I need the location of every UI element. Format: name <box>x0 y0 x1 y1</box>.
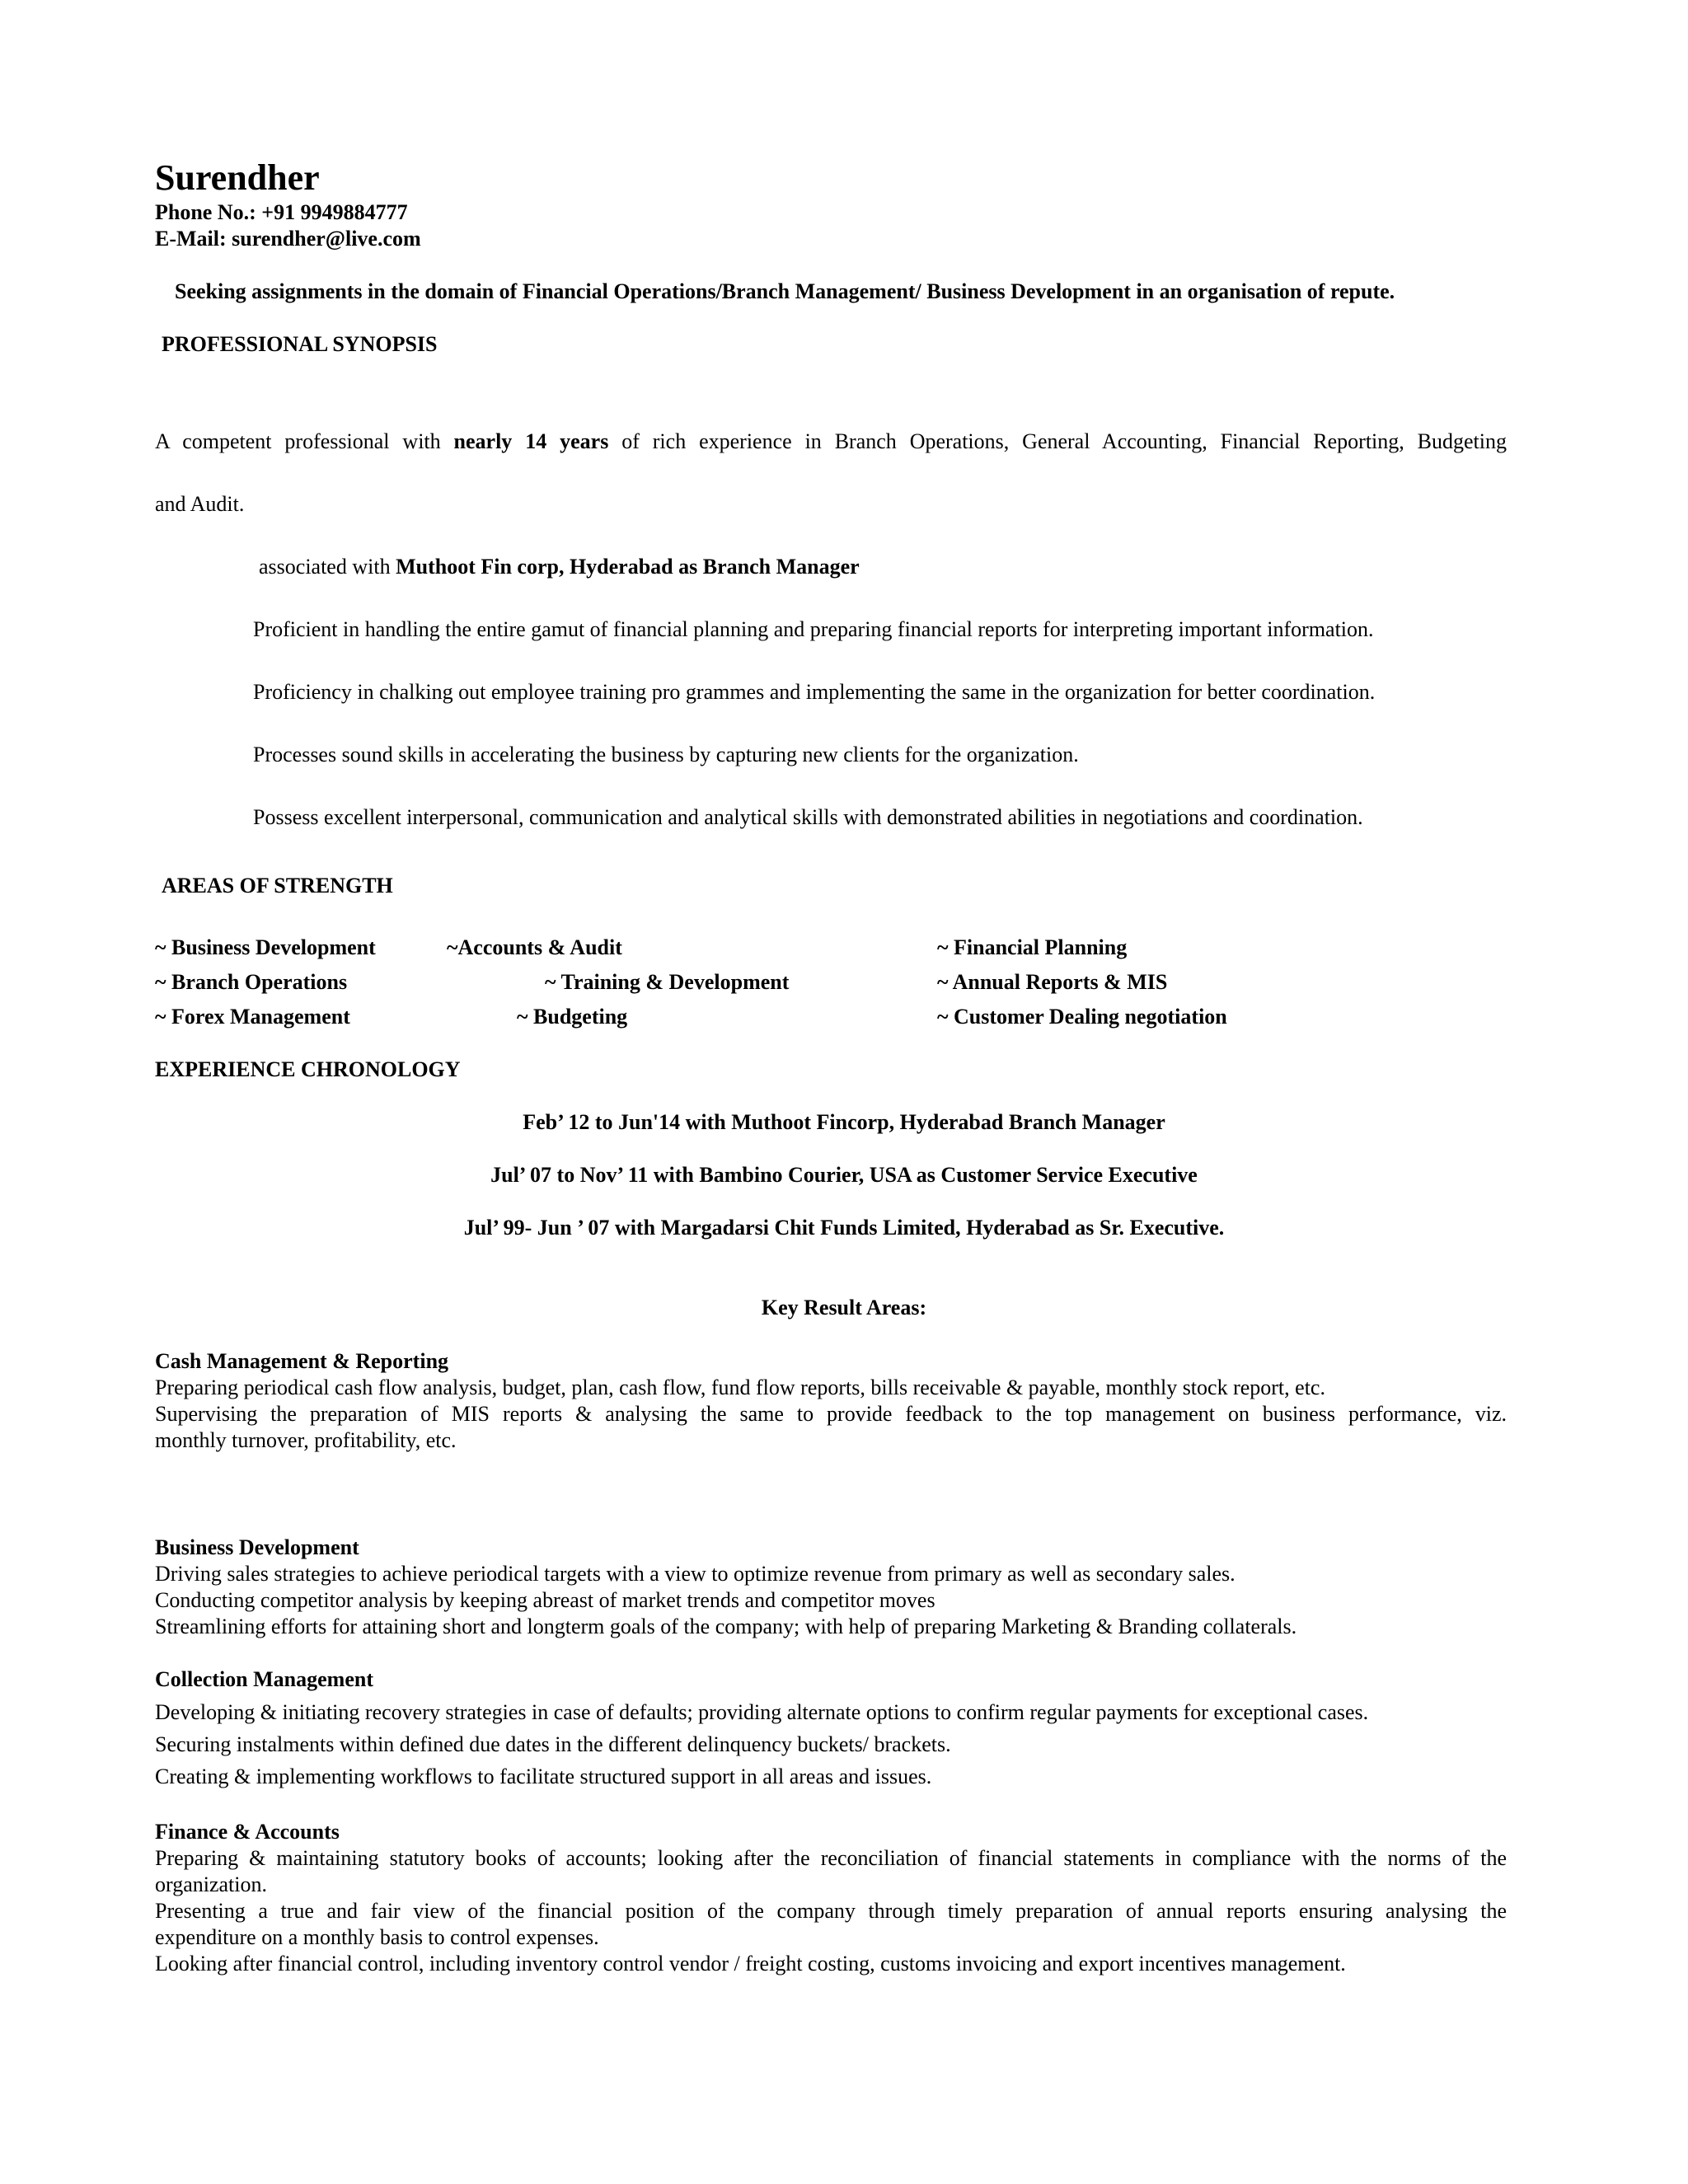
kra-collection-line: Creating & implementing workflows to facilitate structured support in all areas and issues. <box>155 1765 932 1788</box>
intro-text: A competent professional with <box>155 429 454 453</box>
synopsis-intro-line1 <box>155 429 1507 455</box>
objective-statement: Seeking assignments in the domain of Financial Operations/Branch Management/ Business Development in an organisation of repute. <box>175 279 1395 303</box>
kra-finance-line: expenditure on a monthly basis to control expenses. <box>155 1925 599 1949</box>
kra-finance-line: Looking after financial control, including inventory control vendor / freight costing, customs invoicing and export incentives management. <box>155 1952 1346 1975</box>
strength-item: ~ Branch Operations <box>155 970 348 994</box>
synopsis-heading: PROFESSIONAL SYNOPSIS <box>162 332 438 356</box>
kra-finance-line: organization. <box>155 1872 267 1896</box>
kra-heading: Key Result Areas: <box>761 1296 927 1319</box>
strength-item: ~ Annual Reports & MIS <box>937 970 1168 994</box>
candidate-name: Surendher <box>155 157 320 198</box>
kra-cash-line: Preparing periodical cash flow analysis, budget, plan, cash flow, fund flow reports, bills receivable & payable, monthly stock report, etc. <box>155 1376 1325 1399</box>
intro-text: of rich experience in Branch Operations, General Accounting, Financial Reporting, Budgeting <box>608 429 1507 453</box>
synopsis-point: Proficient in handling the entire gamut of financial planning and preparing financial reports for interpreting important information. <box>253 617 1374 641</box>
synopsis-point: Possess excellent interpersonal, communication and analytical skills with demonstrated abilities in negotiations and coordination. <box>253 805 1363 829</box>
experience-entry: Jul’ 99- Jun ’ 07 with Margadarsi Chit Funds Limited, Hyderabad as Sr. Executive. <box>463 1216 1225 1240</box>
strength-item: ~ Customer Dealing negotiation <box>937 1005 1227 1029</box>
strength-item: ~ Training & Development <box>545 970 790 994</box>
kra-finance-line: Preparing & maintaining statutory books of accounts; looking after the reconciliation of financial statements in compliance with the norms of the <box>155 1846 1507 1870</box>
kra-collection-line: Securing instalments within defined due dates in the different delinquency buckets/ brackets. <box>155 1732 951 1756</box>
kra-cash-line: Supervising the preparation of MIS reports & analysing the same to provide feedback to the top management on business performance, viz. <box>155 1402 1507 1426</box>
phone-number: Phone No.: +91 9949884777 <box>155 200 408 224</box>
strength-item: ~Accounts & Audit <box>447 935 622 959</box>
strength-item: ~ Forex Management <box>155 1005 350 1029</box>
synopsis-association <box>259 554 860 580</box>
kra-collection-title: Collection Management <box>155 1667 374 1691</box>
kra-bizdev-title: Business Development <box>155 1535 359 1559</box>
kra-finance-line: Presenting a true and fair view of the financial position of the company through timely preparation of annual reports ensuring analysing the <box>155 1899 1507 1923</box>
association-employer: Muthoot Fin corp, Hyderabad as Branch Manager <box>396 555 860 579</box>
kra-bizdev-line: Streamlining efforts for attaining short and longterm goals of the company; with help of preparing Marketing & Branding collaterals. <box>155 1615 1297 1638</box>
experience-entry: Feb’ 12 to Jun'14 with Muthoot Fincorp, Hyderabad Branch Manager <box>523 1110 1165 1134</box>
kra-cash-line: monthly turnover, profitability, etc. <box>155 1428 457 1452</box>
kra-bizdev-line: Driving sales strategies to achieve periodical targets with a view to optimize revenue from primary as well as secondary sales. <box>155 1562 1236 1586</box>
synopsis-point: Proficiency in chalking out employee training pro grammes and implementing the same in the organization for better coordination. <box>253 680 1376 704</box>
strength-item: ~ Budgeting <box>517 1005 628 1029</box>
strength-item: ~ Business Development <box>155 935 376 959</box>
experience-entry: Jul’ 07 to Nov’ 11 with Bambino Courier, USA as Customer Service Executive <box>490 1163 1198 1187</box>
experience-heading: EXPERIENCE CHRONOLOGY <box>155 1057 461 1081</box>
kra-bizdev-line: Conducting competitor analysis by keeping abreast of market trends and competitor moves <box>155 1588 935 1612</box>
intro-experience-years: nearly 14 years <box>453 429 609 453</box>
synopsis-intro-line2: and Audit. <box>155 492 245 516</box>
association-text: associated with <box>259 555 396 579</box>
kra-collection-line: Developing & initiating recovery strategies in case of defaults; providing alternate options to confirm regular payments for exceptional cases. <box>155 1700 1369 1724</box>
email-address: E-Mail: surendher@live.com <box>155 227 421 251</box>
synopsis-point: Processes sound skills in accelerating the business by capturing new clients for the organization. <box>253 743 1079 766</box>
kra-cash-title: Cash Management & Reporting <box>155 1349 449 1373</box>
strength-item: ~ Financial Planning <box>937 935 1128 959</box>
kra-finance-title: Finance & Accounts <box>155 1820 340 1844</box>
strengths-heading: AREAS OF STRENGTH <box>162 874 393 898</box>
